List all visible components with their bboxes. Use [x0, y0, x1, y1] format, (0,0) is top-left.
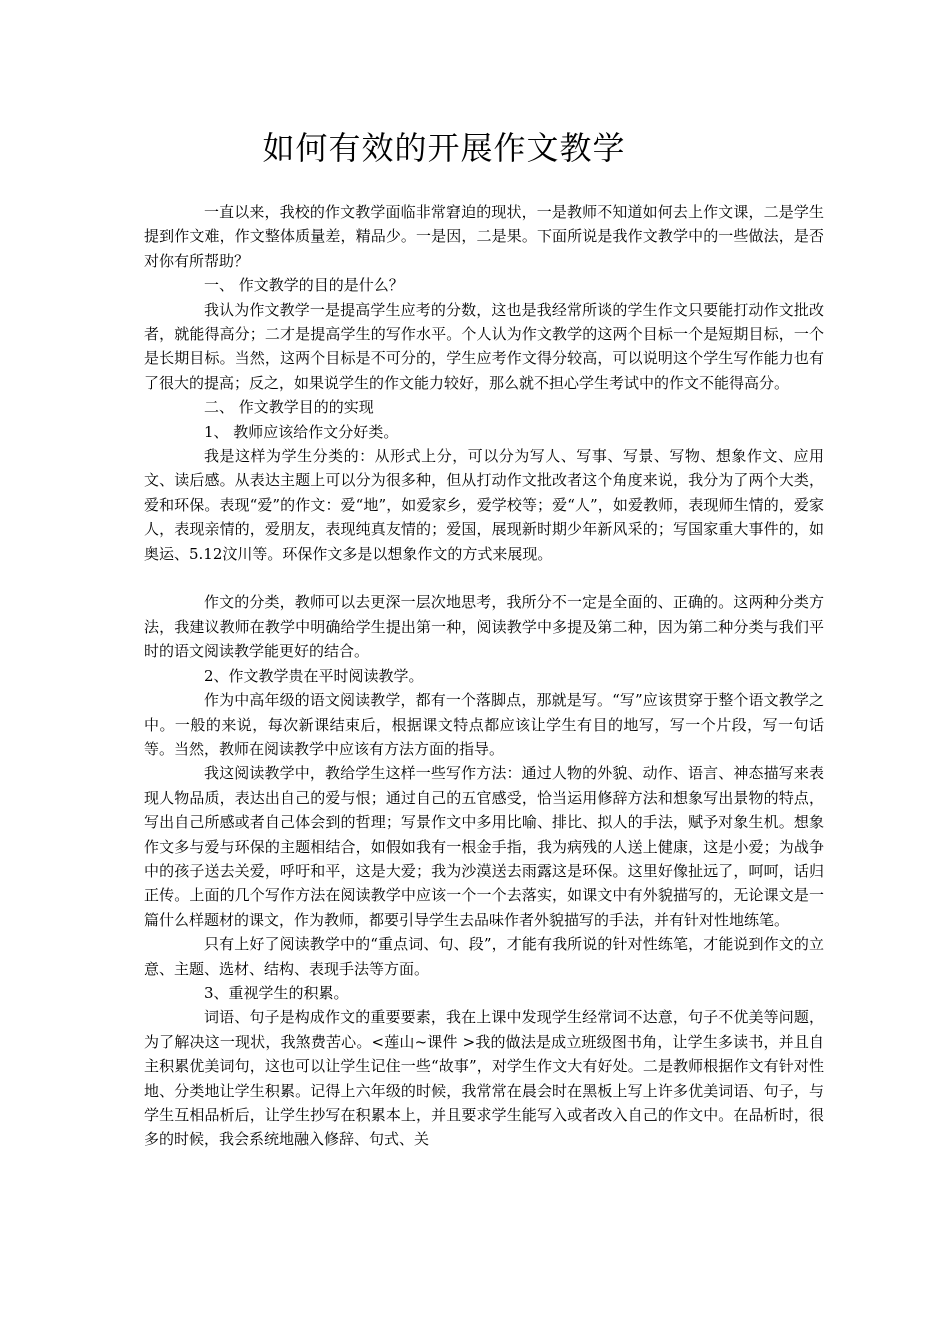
document-body — [144, 200, 824, 1152]
subheading-2: 2、作文教学贵在平时阅读教学。 — [204, 666, 424, 685]
paragraph-goals: 我认为作文教学一是提高学生应考的分数，这也是我经常所谈的学生作文只要能打动作文批改者，就能得高分；二才是提高学生的写作水平。个人认为作文教学的这两个目标一个是短期目标，一个是长期目标。当然，这两个目标是不可分的，学生应考作文得分较高，可以说明这个学生写作能力也有了很大的提高；反之，如果说学生的作文能力较好，那么就不担心学生考试中的作文不能得高分。 — [144, 300, 824, 392]
paragraph-writing-methods: 我这阅读教学中，教给学生这样一些写作方法：通过人物的外貌、动作、语言、神态描写来表现人物品质，表达出自己的爱与恨；通过自己的五官感受，恰当运用修辞方法和想象写出景物的特点，写出自己所感或者自己体会到的哲理；写景作文中多用比喻、排比、拟人的手法，赋予对象生机。想象作文多与爱与环保的主题相结合，如假如我有一根金手指，我为病残的人送上健康，这是小爱；为战争中的孩子送去关爱，呼吁和平，这是大爱；我为沙漠送去雨露这是环保。这里好像扯远了，呵呵，话归正传。上面的几个写作方法在阅读教学中应该一个一个去落实，如课文中有外貌描写的，无论课文是一篇什么样题材的课文，作为教师，都要引导学生去品味作者外貌描写的手法，并有针对性地练笔。 — [144, 764, 824, 929]
paragraph-key-words: 只有上好了阅读教学中的“重点词、句、段”，才能有我所说的针对性练笔，才能说到作文的立意、主题、选材、结构、表现手法等方面。 — [144, 935, 824, 978]
paragraph-reading-teaching: 作为中高年级的语文阅读教学，都有一个落脚点，那就是写。“写”应该贯穿于整个语文教学之中。一般的来说，每次新课结束后，根据课文特点都应该让学生有目的地写，写一个片段，写一句话等。当然，教师在阅读教学中应该有方法方面的指导。 — [144, 691, 824, 758]
paragraph-accumulation: 词语、句子是构成作文的重要要素，我在上课中发现学生经常词不达意，句子不优美等问题，为了解决这一现状，我煞费苦心。<莲山~课件 >我的做法是成立班级图书角，让学生多读书，并且自主积累优美词句，这也可以让学生记住一些“故事”，对学生作文大有好处。二是教师根据作文有针对性地、分类地让学生积累。记得上六年级的时候，我常常在晨会时在黑板上写上许多优美词语、句子，与学生互相品析后，让学生抄写在积累本上，并且要求学生能写入或者改入自己的作文中。在品析时，很多的时候，我会系统地融入修辞、句式、关 — [144, 1008, 824, 1149]
paragraph-classification: 我是这样为学生分类的：从形式上分，可以分为写人、写事、写景、写物、想象作文、应用文、读后感。从表达主题上可以分为很多种，但从打动作文批改者这个角度来说，我分为了两个大类，爱和环保。表现“爱”的作文：爱“地”，如爱家乡，爱学校等；爱“人”，如爱教师，表现师生情的，爱家人，表现亲情的，爱朋友，表现纯真友情的；爱国，展现新时期少年新风采的；写国家重大事件的，如奥运、5.12汶川等。环保作文多是以想象作文的方式来展现。 — [144, 447, 824, 563]
document-title: 如何有效的开展作文教学 — [262, 129, 626, 167]
paragraph-classification-note: 作文的分类，教师可以去更深一层次地思考，我所分不一定是全面的、正确的。这两种分类方法，我建议教师在教学中明确给学生提出第一种，阅读教学中多提及第二种，因为第二种分类与我们平时的语文阅读教学能更好的结合。 — [144, 593, 824, 661]
heading-section-2: 二、 作文教学目的的实现 — [204, 398, 374, 417]
subheading-3: 3、重视学生的积累。 — [204, 983, 349, 1002]
heading-section-1: 一、 作文教学的目的是什么？ — [204, 276, 404, 295]
blank-line — [144, 566, 824, 590]
subheading-1: 1、 教师应该给作文分好类。 — [204, 422, 399, 441]
paragraph-intro: 一直以来，我校的作文教学面临非常窘迫的现状，一是教师不知道如何去上作文课，二是学生提到作文难，作文整体质量差，精品少。一是因，二是果。下面所说是我作文教学中的一些做法，是否对你有所帮助？ — [144, 203, 824, 270]
